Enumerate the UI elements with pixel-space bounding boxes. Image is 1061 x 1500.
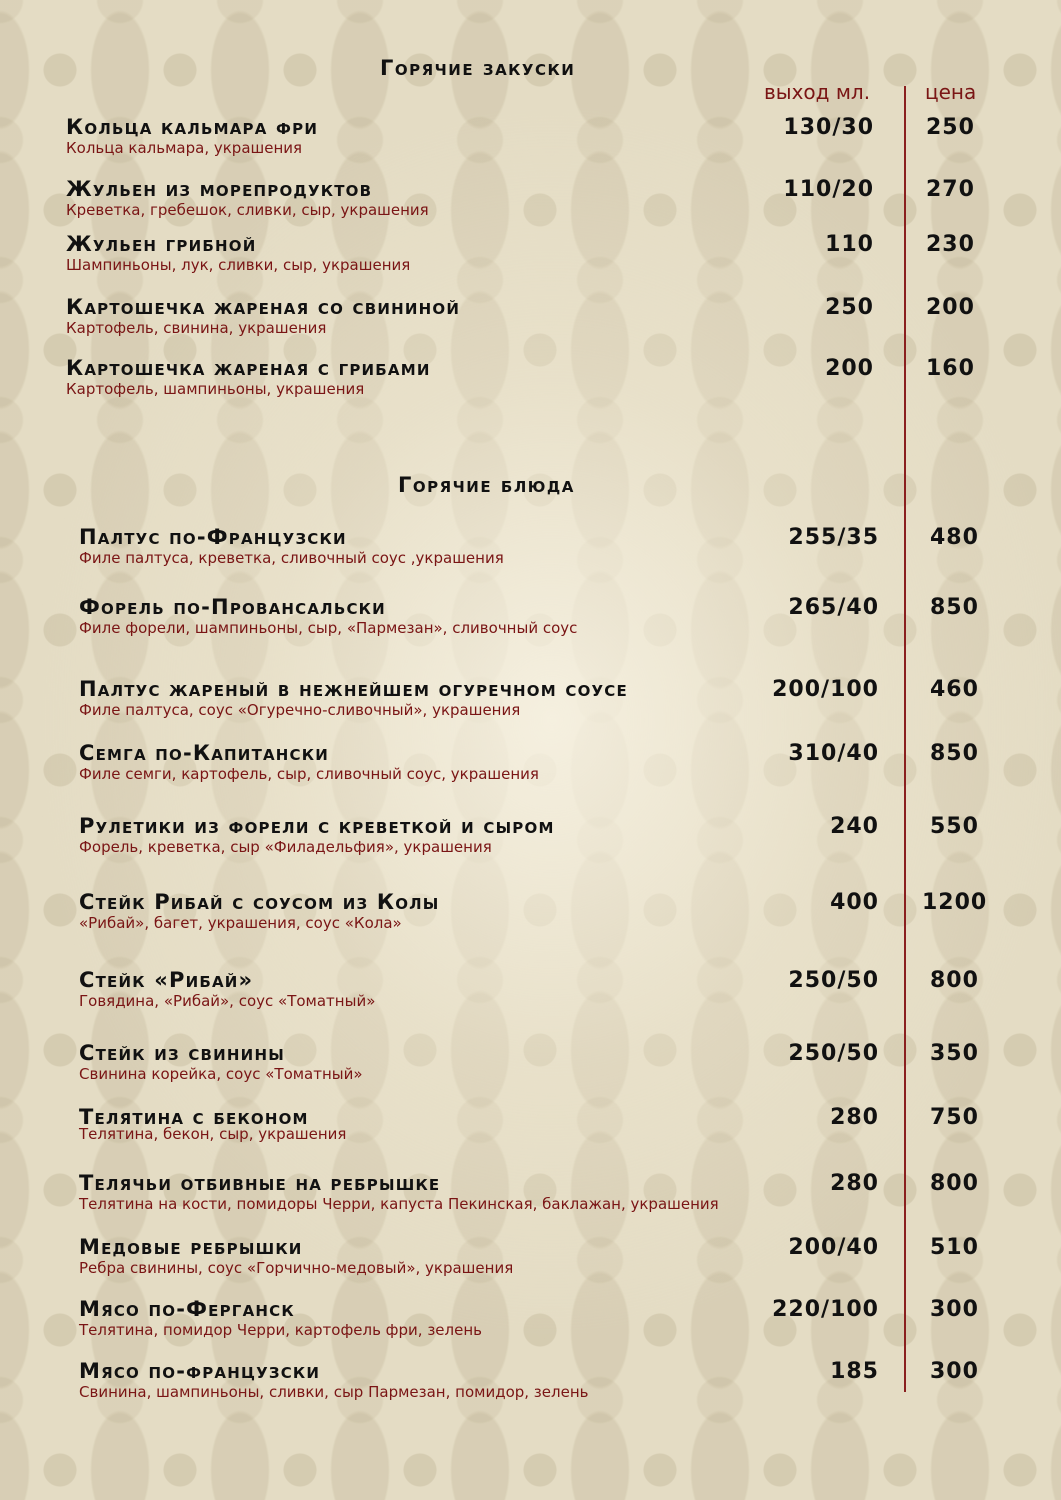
item-weight: 110/20 — [783, 177, 874, 202]
menu-item — [66, 232, 1061, 272]
item-description: Кольца кальмара, украшения — [66, 139, 303, 157]
menu-item — [79, 1359, 1061, 1399]
menu-item — [79, 1105, 1061, 1145]
item-weight: 280 — [830, 1105, 879, 1130]
menu-item — [79, 1171, 1061, 1211]
item-weight: 255/35 — [788, 525, 879, 550]
section-title-hot-dishes: Горячие блюда — [398, 473, 575, 497]
item-weight: 240 — [830, 814, 879, 839]
item-name: Стейк Рибай с соусом из Колы — [79, 890, 440, 914]
menu-item — [79, 968, 1061, 1008]
item-description: Телятина, помидор Черри, картофель фри, зелень — [79, 1321, 482, 1339]
item-description: «Рибай», багет, украшения, соус «Кола» — [79, 914, 402, 932]
item-description: Филе семги, картофель, сыр, сливочный соус, украшения — [79, 765, 539, 783]
item-weight: 185 — [830, 1359, 879, 1384]
item-name: Стейк «Рибай» — [79, 968, 254, 992]
item-description: Телятина, бекон, сыр, украшения — [79, 1125, 347, 1143]
item-weight: 200 — [825, 356, 874, 381]
item-name: Жульен грибной — [66, 232, 257, 256]
menu-item — [79, 677, 1061, 717]
item-description: Филе форели, шампиньоны, сыр, «Пармезан», сливочный соус — [79, 619, 578, 637]
item-name: Рулетики из форели с креветкой и сыром — [79, 814, 555, 838]
item-price: 270 — [926, 177, 975, 202]
item-description: Шампиньоны, лук, сливки, сыр, украшения — [66, 256, 411, 274]
item-price: 800 — [930, 968, 979, 993]
item-price: 160 — [926, 356, 975, 381]
item-description: Свинина, шампиньоны, сливки, сыр Пармезан, помидор, зелень — [79, 1383, 589, 1401]
item-price: 300 — [930, 1359, 979, 1384]
section-title-hot-appetizers: Горячие закуски — [380, 56, 576, 80]
item-name: Картошечка жареная с грибами — [66, 356, 431, 380]
item-name: Медовые ребрышки — [79, 1235, 303, 1259]
menu-item — [66, 115, 1061, 155]
item-price: 850 — [930, 741, 979, 766]
item-price: 1200 — [922, 890, 988, 915]
item-weight: 110 — [825, 232, 874, 257]
item-description: Телятина на кости, помидоры Черри, капуста Пекинская, баклажан, украшения — [79, 1195, 719, 1213]
item-name: Телячьи отбивные на ребрышке — [79, 1171, 441, 1195]
menu-item — [79, 814, 1061, 854]
column-header-price: цена — [925, 80, 977, 104]
menu-item — [79, 741, 1061, 781]
item-weight: 265/40 — [788, 595, 879, 620]
item-price: 800 — [930, 1171, 979, 1196]
item-weight: 250 — [825, 295, 874, 320]
menu-item — [79, 595, 1061, 635]
item-name: Жульен из морепродуктов — [66, 177, 373, 201]
item-description: Картофель, свинина, украшения — [66, 319, 327, 337]
item-price: 250 — [926, 115, 975, 140]
item-description: Филе палтуса, соус «Огуречно-сливочный», украшения — [79, 701, 521, 719]
menu-item — [79, 1235, 1061, 1275]
item-price: 350 — [930, 1041, 979, 1066]
item-weight: 250/50 — [788, 1041, 879, 1066]
item-name: Форель по-Провансальски — [79, 595, 386, 619]
menu-item — [66, 177, 1061, 217]
item-description: Говядина, «Рибай», соус «Томатный» — [79, 992, 376, 1010]
item-description: Картофель, шампиньоны, украшения — [66, 380, 365, 398]
item-name: Мясо по-Ферганск — [79, 1297, 295, 1321]
item-description: Форель, креветка, сыр «Филадельфия», украшения — [79, 838, 492, 856]
item-weight: 400 — [830, 890, 879, 915]
item-weight: 280 — [830, 1171, 879, 1196]
item-description: Ребра свинины, соус «Горчично-медовый», украшения — [79, 1259, 514, 1277]
item-price: 850 — [930, 595, 979, 620]
item-weight: 250/50 — [788, 968, 879, 993]
item-price: 750 — [930, 1105, 979, 1130]
item-name: Картошечка жареная со свининой — [66, 295, 461, 319]
item-name: Кольца кальмара фри — [66, 115, 319, 139]
item-name: Мясо по-французски — [79, 1359, 321, 1383]
item-price: 300 — [930, 1297, 979, 1322]
item-name: Семга по-Капитански — [79, 741, 329, 765]
item-price: 460 — [930, 677, 979, 702]
menu-item — [79, 1297, 1061, 1337]
item-weight: 200/100 — [772, 677, 879, 702]
menu-item — [79, 525, 1061, 565]
menu-item — [79, 1041, 1061, 1081]
menu-item — [66, 295, 1061, 335]
item-description: Свинина корейка, соус «Томатный» — [79, 1065, 363, 1083]
item-weight: 310/40 — [788, 741, 879, 766]
item-price: 480 — [930, 525, 979, 550]
item-weight: 220/100 — [772, 1297, 879, 1322]
item-weight: 200/40 — [788, 1235, 879, 1260]
item-description: Креветка, гребешок, сливки, сыр, украшения — [66, 201, 429, 219]
item-name: Стейк из свинины — [79, 1041, 285, 1065]
item-price: 230 — [926, 232, 975, 257]
menu-item — [66, 356, 1061, 396]
item-weight: 130/30 — [783, 115, 874, 140]
item-price: 200 — [926, 295, 975, 320]
item-price: 510 — [930, 1235, 979, 1260]
item-name: Палтус жареный в нежнейшем огуречном соусе — [79, 677, 628, 701]
item-name: Палтус по-Французски — [79, 525, 347, 549]
item-name: Телятина с беконом — [79, 1105, 309, 1129]
item-price: 550 — [930, 814, 979, 839]
item-description: Филе палтуса, креветка, сливочный соус ,украшения — [79, 549, 504, 567]
menu-item — [79, 890, 1061, 930]
column-header-weight: выход мл. — [764, 80, 871, 104]
